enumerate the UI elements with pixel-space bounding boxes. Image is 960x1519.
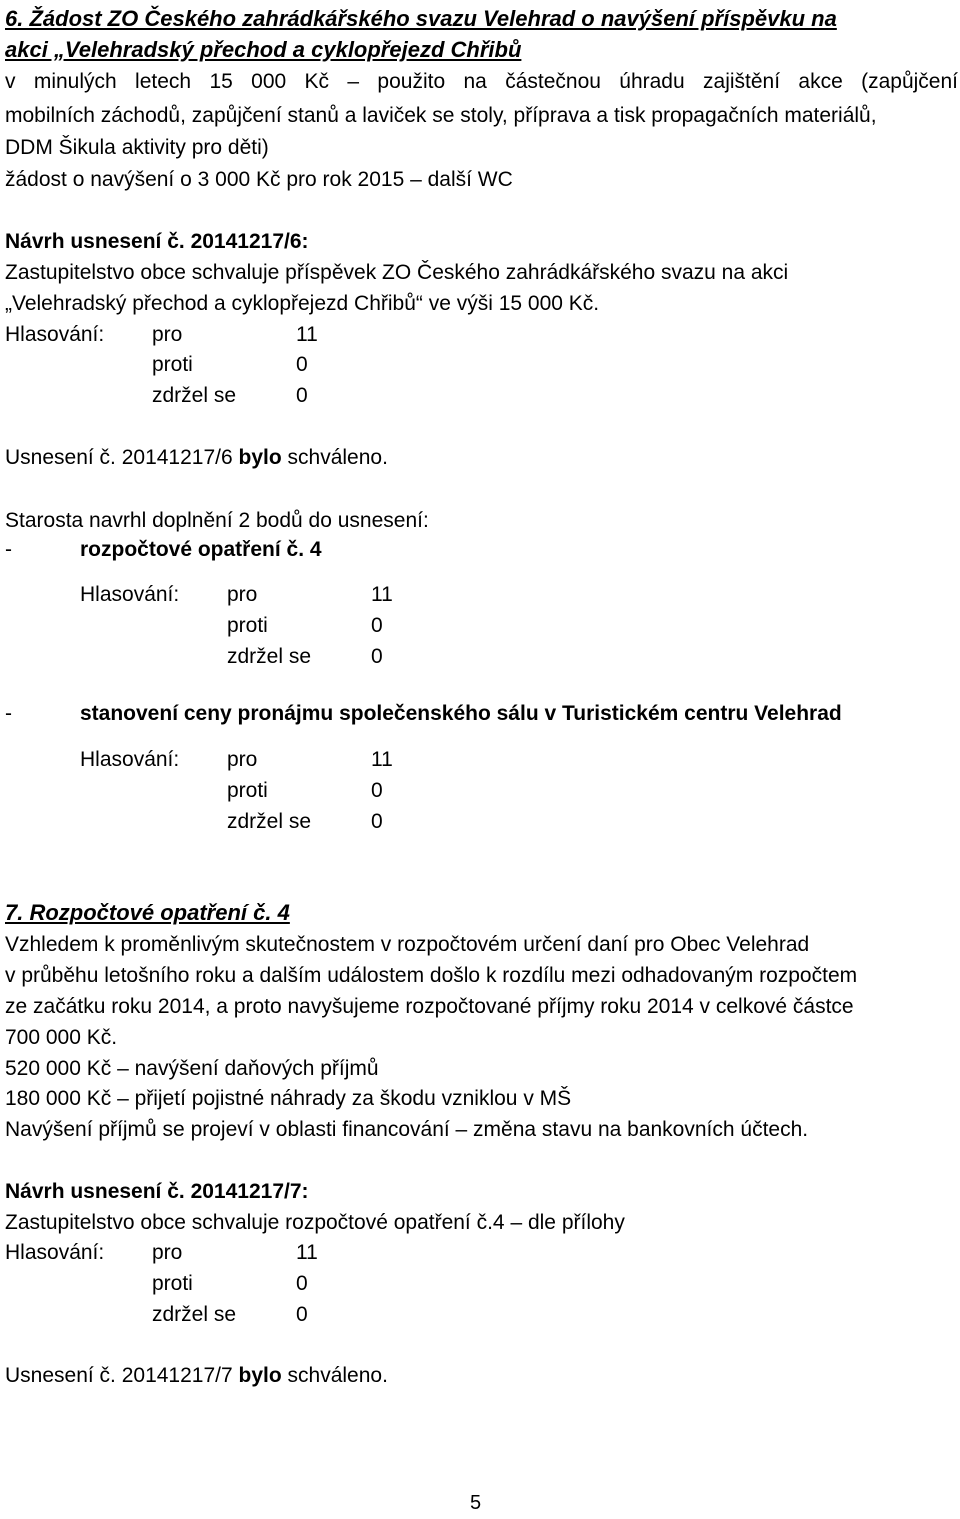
- vote-key: proti: [152, 353, 193, 376]
- resolution-bold: bylo: [238, 1364, 282, 1387]
- vote-row-abstain: [152, 380, 308, 411]
- section-7-body-line: 180 000 Kč – přijetí pojistné náhrady za škodu vzniklou v MŠ: [5, 1087, 572, 1110]
- resolution-prefix: Usnesení č. 20141217/6: [5, 446, 233, 469]
- vote-value: 0: [296, 1272, 308, 1295]
- vote-label: Hlasování:: [80, 583, 180, 606]
- vote-value: 11: [371, 748, 393, 771]
- resolution-6: [5, 442, 388, 473]
- resolution-7: [5, 1360, 388, 1391]
- list-dash: -: [5, 538, 12, 561]
- amendment-intro: Starosta navrhl doplnění 2 bodů do usnesení:: [5, 509, 429, 532]
- vote-row-for: [80, 744, 393, 775]
- proposal-title-6: Návrh usnesení č. 20141217/6:: [5, 230, 309, 253]
- amendment-item-text: rozpočtové opatření č. 4: [80, 538, 322, 561]
- vote-key: pro: [152, 1241, 183, 1264]
- proposal-text: Zastupitelstvo obce schvaluje rozpočtové opatření č.4 – dle přílohy: [5, 1211, 625, 1234]
- vote-key: zdržel se: [227, 810, 312, 833]
- resolution-prefix: Usnesení č. 20141217/7: [5, 1364, 233, 1387]
- section-6-heading-line-1: 6. Žádost ZO Českého zahrádkářského svazu Velehrad o navýšení příspěvku na: [5, 6, 837, 31]
- vote-label: Hlasování:: [5, 1241, 105, 1264]
- vote-row-abstain: [227, 641, 383, 672]
- vote-row-against: [227, 610, 383, 641]
- resolution-suffix: schváleno.: [287, 446, 388, 469]
- list-dash: -: [5, 702, 12, 725]
- vote-key: proti: [227, 614, 268, 637]
- vote-value: 11: [296, 323, 318, 346]
- proposal-text-line: „Velehradský přechod a cyklopřejezd Chřibů“ ve výši 15 000 Kč.: [5, 292, 600, 315]
- vote-key: pro: [227, 583, 258, 606]
- section-6-heading-line-2: akci „Velehradský přechod a cyklopřejezd Chřibů: [5, 37, 522, 62]
- vote-value: 0: [371, 645, 383, 668]
- vote-value: 0: [371, 779, 383, 802]
- resolution-bold: bylo: [238, 446, 282, 469]
- section-7-body-line: Vzhledem k proměnlivým skutečnostem v rozpočtovém určení daní pro Obec Velehrad: [5, 933, 810, 956]
- amendment-item: [5, 534, 322, 565]
- vote-key: pro: [227, 748, 258, 771]
- section-6-body-line: DDM Šikula aktivity pro děti): [5, 136, 269, 159]
- page-number: 5: [470, 1492, 482, 1514]
- vote-key: zdržel se: [152, 1303, 237, 1326]
- vote-value: 0: [296, 353, 308, 376]
- vote-row-for: [5, 1237, 318, 1268]
- vote-label: Hlasování:: [5, 323, 105, 346]
- vote-row-abstain: [227, 806, 383, 837]
- proposal-title-7: Návrh usnesení č. 20141217/7:: [5, 1180, 309, 1203]
- section-7-body-line: ze začátku roku 2014, a proto navyšujeme rozpočtované příjmy roku 2014 v celkové částce: [5, 995, 854, 1018]
- vote-value: 0: [371, 810, 383, 833]
- vote-value: 0: [296, 384, 308, 407]
- vote-row-for: [5, 319, 318, 350]
- vote-key: zdržel se: [152, 384, 237, 407]
- section-7-body-line: 520 000 Kč – navýšení daňových příjmů: [5, 1057, 379, 1080]
- vote-label: Hlasování:: [80, 748, 180, 771]
- proposal-text-line: Zastupitelstvo obce schvaluje příspěvek ZO Českého zahrádkářského svazu na akci: [5, 261, 789, 284]
- vote-row-for: [80, 579, 393, 610]
- vote-value: 11: [296, 1241, 318, 1264]
- vote-key: pro: [152, 323, 183, 346]
- vote-value: 0: [296, 1303, 308, 1326]
- vote-key: proti: [152, 1272, 193, 1295]
- vote-row-against: [152, 1268, 308, 1299]
- vote-value: 0: [371, 614, 383, 637]
- amendment-item-text: stanovení ceny pronájmu společenského sálu v Turistickém centru Velehrad: [80, 702, 842, 725]
- section-7-body-line: Navýšení příjmů se projeví v oblasti financování – změna stavu na bankovních účtech.: [5, 1118, 809, 1141]
- vote-key: proti: [227, 779, 268, 802]
- vote-key: zdržel se: [227, 645, 312, 668]
- section-6-body-line: mobilních záchodů, zapůjčení stanů a laviček se stoly, příprava a tisk propagačních materiálů,: [5, 104, 877, 127]
- section-6-body-line: žádost o navýšení o 3 000 Kč pro rok 2015 – další WC: [5, 168, 513, 191]
- amendment-item: [5, 698, 842, 729]
- section-7-body-line: v průběhu letošního roku a dalším událostem došlo k rozdílu mezi odhadovaným rozpočtem: [5, 964, 858, 987]
- section-7-heading: 7. Rozpočtové opatření č. 4: [5, 900, 290, 925]
- section-7-body-line: 700 000 Kč.: [5, 1026, 118, 1049]
- vote-row-against: [152, 349, 308, 380]
- vote-row-against: [227, 775, 383, 806]
- vote-value: 11: [371, 583, 393, 606]
- section-6-body-line: v minulých letech 15 000 Kč – použito na částečnou úhradu zajištění akce (zapůjčení: [5, 70, 958, 93]
- vote-row-abstain: [152, 1299, 308, 1330]
- resolution-suffix: schváleno.: [287, 1364, 388, 1387]
